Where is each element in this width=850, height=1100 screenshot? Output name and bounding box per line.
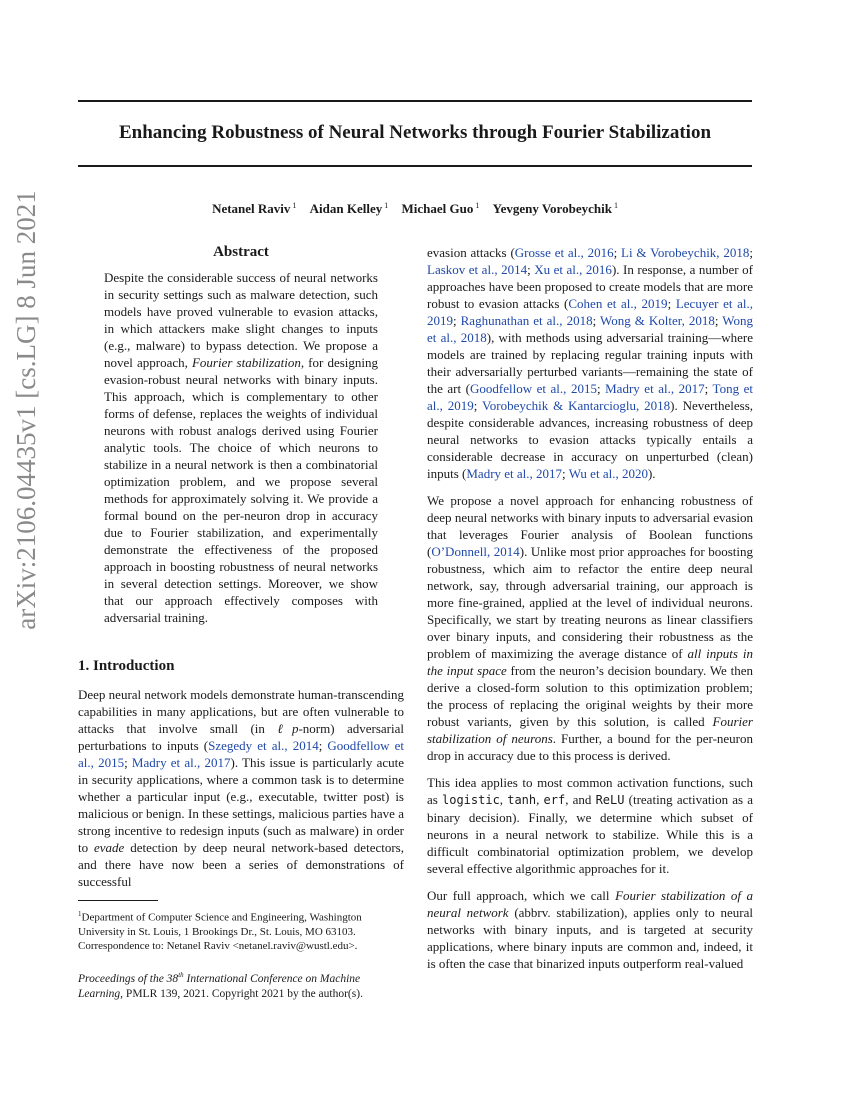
citation-link[interactable]: Li & Vorobeychik, 2018 (621, 245, 750, 260)
citation-link[interactable]: Raghunathan et al., 2018 (460, 313, 593, 328)
citation-link[interactable]: Madry et al., 2017 (131, 755, 231, 770)
abstract-body (104, 269, 378, 626)
intro-paragraph: This idea applies to most common activation functions, such as logistic, tanh, erf, and ReLU (treating activation as a binary decision). Finally, we determine which subset of neurons in a neural network to stabilize. While this is a difficult combinatorial optimization problem, we develop several effective algorithmic approaches for it. (427, 775, 754, 876)
intro-paragraph: Our full approach, which we call Fourier stabilization of a neural network (abbrv. stabilization), applies only to neural networks with binary inputs, and is targeted at security applications, where binary inputs are common and, indeed, it is often the case that binarized inputs outperform real-valued (427, 888, 754, 971)
citation-link[interactable]: Madry et al., 2017 (466, 466, 563, 481)
left-column (78, 242, 404, 1002)
introduction-heading: 1. Introduction (78, 658, 175, 674)
affiliation-footnote: $^1$Department of Computer Science and Engineering, Washington University in St. Louis, 1 Brookings Dr., St. Louis, MO 63103. Correspondence to: Netanel Raviv <netanel.raviv@wustl.edu>. (78, 910, 362, 952)
citation-link[interactable]: Wong & Kolter, 2018 (599, 313, 715, 328)
author-name: Michael Guo $^1$ (401, 201, 480, 216)
citation-link[interactable]: Madry et al., 2017 (605, 381, 705, 396)
citation-link[interactable]: O’Donnell, 2014 (431, 544, 520, 559)
citation-link[interactable]: Vorobeychik & Kantarcioglu, 2018 (482, 398, 671, 413)
author-name: Netanel Raviv $^1$ (212, 201, 297, 216)
citation-link[interactable]: Laskov et al., 2014 (427, 262, 528, 277)
title-top-rule (78, 100, 752, 102)
author-name: Yevgeny Vorobeychik $^1$ (492, 201, 618, 216)
arxiv-stamp: arXiv:2106.04435v1 [cs.LG] 8 Jun 2021 (11, 190, 41, 630)
citation-link[interactable]: Cohen et al., 2019 (568, 296, 668, 311)
citation-link[interactable]: Goodfellow et al., 2015 (469, 381, 597, 396)
citation-link[interactable]: Lecuyer et al., 2019 (427, 296, 753, 328)
title-bottom-rule (78, 165, 752, 167)
citation-link[interactable]: Tong et al., 2019 (427, 381, 753, 413)
citation-link[interactable]: Xu et al., 2016 (534, 262, 612, 277)
intro-paragraph: Deep neural network models demonstrate human-transcending capabilities in many applications, but are often vulnerable to attacks that involve small (in ℓp-norm) adversarial perturbations to inputs (Szegedy et al., 2014; Goodfellow et al., 2015; Madry et al., 2017). This issue is particularly acute in security applications, where a common task is to determine whether a particular input (e.g., executable, twitter post) is malicious or benign. In these settings, malicious parties have a strong incentive to redesign inputs (such as malware) in order to evade detection by deep neural network-based detectors, and there have now been a series of demonstrations of successful (78, 687, 405, 889)
footnote-rule (78, 900, 158, 901)
citation-link[interactable]: Goodfellow et al., 2015 (78, 738, 404, 770)
citation-link[interactable]: Szegedy et al., 2014 (208, 738, 319, 753)
citation-link[interactable]: Grosse et al., 2016 (514, 245, 614, 260)
citation-link[interactable]: Wu et al., 2020 (568, 466, 648, 481)
abstract-paragraph: Despite the considerable success of neural networks in security settings such as malware detection, such models have proved vulnerable to evasion attacks, in which attackers make slight changes to inputs (e.g., malware) to bypass detection. We propose a novel approach, Fourier stabilization, for designing evasion-robust neural networks with binary inputs. This approach, which is complementary to other forms of defense, replaces the weights of individual neurons with robust analogs derived using Fourier analytic tools. The choice of which neurons to stabilize in a neural network is then a combinatorial optimization problem, and we propose several methods for approximately solving it. We provide a formal bound on the per-neuron drop in accuracy due to Fourier stabilization, and experimentally demonstrate the effectiveness of the proposed approach in boosting robustness of neural networks in several detection settings. Moreover, we show that our approach effectively composes with adversarial training. (104, 270, 378, 625)
intro-paragraph: evasion attacks (Grosse et al., 2016; Li & Vorobeychik, 2018; Laskov et al., 2014; Xu et al., 2016). In response, a number of approaches have been proposed to create models that are more robust to evasion attacks (Cohen et al., 2019; Lecuyer et al., 2019; Raghunathan et al., 2018; Wong & Kolter, 2018; Wong et al., 2018), with methods using adversarial training—where models are trained by replacing regular training inputs with their adversarially perturbed variants—remaining the state of the art (Goodfellow et al., 2015; Madry et al., 2017; Tong et al., 2019; Vorobeychik & Kantarcioglu, 2018). Nevertheless, despite considerable advances, increasing robustness of deep neural networks to evasion attacks typically entails a considerable decrease in accuracy on unperturbed (clean) inputs (Madry et al., 2017; Wu et al., 2020). (427, 245, 754, 481)
right-column (427, 244, 753, 982)
proceedings-note: Proceedings of the 38th International Conference on Machine Learning, PMLR 139, 2021. Copyright 2021 by the author(s). (78, 971, 363, 1001)
author-name: Aidan Kelley $^1$ (309, 201, 389, 216)
intro-paragraph: We propose a novel approach for enhancing robustness of deep neural networks with binary inputs to adversarial evasion that leverages Fourier analysis of Boolean functions (O’Donnell, 2014). Unlike most prior approaches for boosting robustness, which aim to refactor the entire deep neural network, say, through adversarial training, our approach is more fine-grained, applied at the level of individual neurons. Specifically, we start by treating neurons as linear classifiers over binary inputs, and considering their robustness as the problem of maximizing the average distance of all inputs in the input space from the neuron’s decision boundary. We then derive a closed-form solution to this optimization problem; the process of replacing the original weights by their more robust variants, given by this solution, is called Fourier stabilization of neurons. Further, a bound for the per-neuron drop in accuracy due to this process is derived. (427, 493, 754, 763)
abstract-heading: Abstract (213, 244, 269, 260)
citation-link[interactable]: Wong et al., 2018 (427, 313, 753, 345)
paper-title: Enhancing Robustness of Neural Networks through Fourier Stabilization (118, 122, 712, 143)
author-list (78, 197, 752, 218)
